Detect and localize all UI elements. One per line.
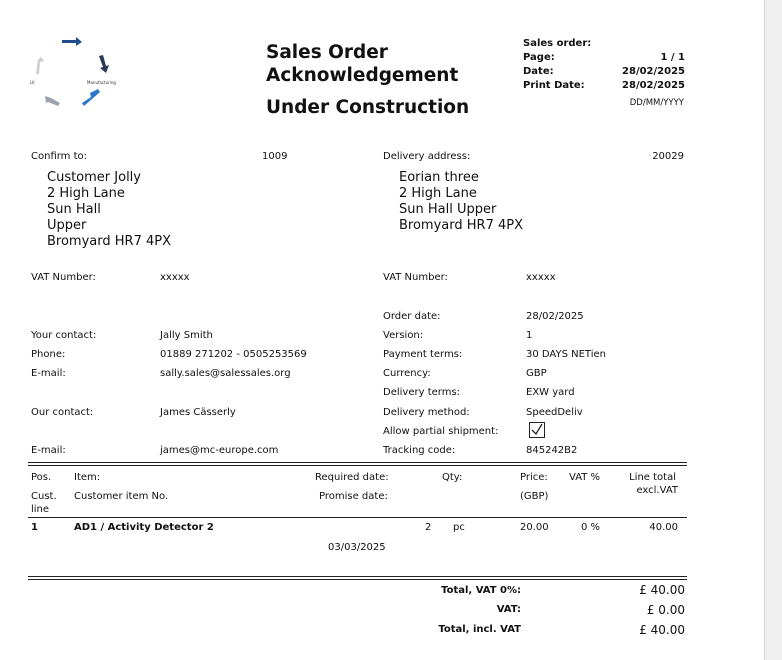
delivery-vat-value: xxxxx <box>526 272 556 283</box>
email-value: sally.sales@salessales.org <box>160 368 291 379</box>
order-date-label: Order date: <box>383 311 441 322</box>
vat-total-value: £ 0.00 <box>646 603 685 617</box>
total-vat0-value: £ 40.00 <box>639 583 685 597</box>
delivery-terms-label: Delivery terms: <box>383 387 461 398</box>
col-promise-date: Promise date: <box>319 491 388 502</box>
row-qty: 2 <box>425 522 432 533</box>
col-pos: Pos. <box>31 472 52 483</box>
vat-total-label: VAT: <box>496 604 521 615</box>
payment-terms-value: 30 DAYS NETien <box>526 349 606 360</box>
col-line-total-sub: excl.VAT <box>636 485 678 496</box>
version-value: 1 <box>526 330 533 341</box>
logo-label-right: Manufacturing <box>87 80 116 85</box>
document-title-line1: Sales Order <box>266 42 388 63</box>
delivery-address-label: Delivery address: <box>383 151 471 162</box>
print-date-label: Print Date: <box>523 80 585 91</box>
table-header-rule <box>28 517 687 518</box>
delivery-method-label: Delivery method: <box>383 407 470 418</box>
partial-shipment-label: Allow partial shipment: <box>383 426 499 437</box>
col-required-date: Required date: <box>315 472 389 483</box>
col-qty: Qty: <box>442 472 463 483</box>
customer-number: 1009 <box>262 151 288 162</box>
totals-top-rule <box>28 579 687 580</box>
row-promise-date: 03/03/2025 <box>328 542 386 553</box>
phone-label: Phone: <box>31 349 66 360</box>
payment-terms-label: Payment terms: <box>383 349 463 360</box>
row-unit: pc <box>453 522 465 533</box>
col-item: Item: <box>74 472 101 483</box>
col-currency: (GBP) <box>520 491 549 502</box>
delivery-number: 20029 <box>652 151 684 162</box>
your-contact-value: Jally Smith <box>160 330 213 341</box>
delivery-terms-value: EXW yard <box>526 387 575 398</box>
delivery-address-line: 2 High Lane <box>399 186 477 201</box>
version-label: Version: <box>383 330 424 341</box>
col-vat: VAT % <box>569 472 601 483</box>
document-title-line2: Acknowledgement <box>266 65 459 86</box>
row-total: 40.00 <box>649 522 678 533</box>
confirm-address-line: Bromyard HR7 4PX <box>47 234 171 249</box>
confirm-address-line: Customer Jolly <box>47 170 141 185</box>
confirm-address-line: Upper <box>47 218 87 233</box>
row-price: 20.00 <box>520 522 549 533</box>
checkbox-checked-icon <box>529 422 545 438</box>
delivery-address-line: Eorian three <box>399 170 479 185</box>
col-cust-line-sub: line <box>31 504 50 515</box>
email-label: E-mail: <box>31 368 66 379</box>
confirm-to-label: Confirm to: <box>31 151 88 162</box>
col-price: Price: <box>520 472 548 483</box>
logo-label-left: LV <box>30 80 35 85</box>
currency-label: Currency: <box>383 368 431 379</box>
row-vat: 0 % <box>581 522 601 533</box>
partial-shipment-checkbox <box>529 422 545 442</box>
delivery-address-line: Bromyard HR7 4PX <box>399 218 523 233</box>
col-cust-line: Cust. <box>31 491 57 502</box>
currency-value: GBP <box>526 368 547 379</box>
vat-number-value: xxxxx <box>160 272 190 283</box>
our-contact-value: James Cässerly <box>160 407 236 418</box>
vertical-scrollbar[interactable] <box>764 0 782 660</box>
date-format-hint: DD/MM/YYYY <box>629 98 684 108</box>
sales-order-label: Sales order: <box>523 38 592 49</box>
delivery-address-line: Sun Hall Upper <box>399 202 497 217</box>
confirm-address-line: Sun Hall <box>47 202 101 217</box>
our-email-label: E-mail: <box>31 445 66 456</box>
table-top-rule <box>28 465 687 466</box>
row-item: AD1 / Activity Detector 2 <box>74 522 214 533</box>
delivery-vat-label: VAT Number: <box>383 272 448 283</box>
date-value: 28/02/2025 <box>622 66 685 77</box>
totals-top-rule <box>28 576 687 577</box>
company-logo <box>28 36 124 112</box>
delivery-method-value: SpeedDeliv <box>526 407 583 418</box>
our-contact-label: Our contact: <box>31 407 94 418</box>
confirm-address-line: 2 High Lane <box>47 186 125 201</box>
page-value: 1 / 1 <box>660 52 685 63</box>
vat-number-label: VAT Number: <box>31 272 96 283</box>
tracking-code-value: 845242B2 <box>526 445 578 456</box>
col-line-total: Line total <box>629 472 676 483</box>
table-top-rule <box>28 462 687 463</box>
your-contact-label: Your contact: <box>31 330 97 341</box>
total-vat0-label: Total, VAT 0%: <box>441 585 521 596</box>
tracking-code-label: Tracking code: <box>383 445 456 456</box>
total-incl-vat-value: £ 40.00 <box>639 623 685 637</box>
total-incl-vat-label: Total, incl. VAT <box>438 624 521 635</box>
page-label: Page: <box>523 52 555 63</box>
print-date-value: 28/02/2025 <box>622 80 685 91</box>
our-email-value: james@mc-europe.com <box>160 445 279 456</box>
col-customer-item: Customer item No. <box>74 491 169 502</box>
row-pos: 1 <box>31 522 38 533</box>
date-label: Date: <box>523 66 554 77</box>
order-date-value: 28/02/2025 <box>526 311 584 322</box>
phone-value: 01889 271202 - 0505253569 <box>160 349 307 360</box>
logo-arrows-icon <box>28 36 124 112</box>
document-subtitle: Under Construction <box>266 97 470 118</box>
